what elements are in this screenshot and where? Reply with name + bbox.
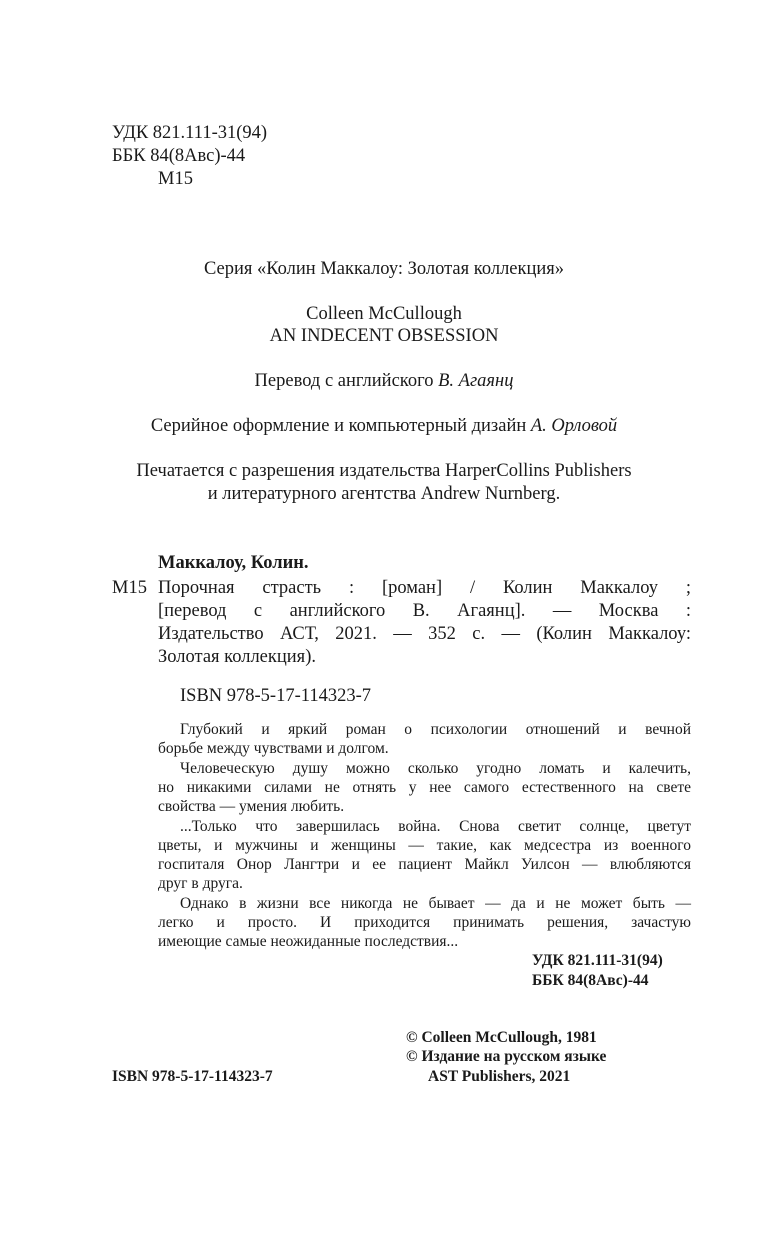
design-credit (0, 415, 768, 438)
annotation-line-11: легко и просто. И приходится принимать решения, зачастую (158, 914, 691, 931)
annotation-bbk: ББК 84(8Авс)-44 (532, 972, 649, 989)
original-author: Colleen McCullough (306, 304, 462, 324)
copyright-edition: © Издание на русском языке (406, 1048, 607, 1065)
udk-code: УДК 821.111-31(94) (112, 123, 268, 143)
permission-line-1: Печатается с разрешения издательства HarperCollins Publishers (136, 461, 632, 481)
annotation-line-12: имеющие самые неожиданные последствия... (158, 933, 459, 950)
annotation-line-2: борьбе между чувствами и долгом. (158, 740, 389, 757)
permission-line-2: и литературного агентства Andrew Nurnberg. (207, 484, 561, 504)
catalog-line-4: Золотая коллекция). (158, 647, 316, 667)
designer-name: А. Орловой (530, 416, 618, 436)
annotation-line-3: Человеческую душу можно сколько угодно ломать и калечить, (180, 760, 691, 777)
copyright-publisher: AST Publishers, 2021 (428, 1068, 571, 1085)
annotation-line-6: ...Только что завершилась война. Снова светит солнце, цветут (180, 818, 691, 835)
annotation-line-8: госпиталя Онор Лангтри и ее пациент Майкл Уилсон — влюбляются (158, 856, 691, 873)
annotation-line-5: свойства — умения любить. (158, 798, 345, 815)
catalog-isbn: ISBN 978-5-17-114323-7 (180, 686, 371, 706)
copyright-author: © Colleen McCullough, 1981 (406, 1029, 597, 1046)
annotation-line-7: цветы, и мужчины и женщины — такие, как медсестра из военного (158, 837, 691, 854)
translation-prefix: Перевод с английского (254, 371, 439, 391)
translator-name: В. Агаянц (438, 371, 514, 391)
series-line: Серия «Колин Маккалоу: Золотая коллекция» (203, 259, 565, 279)
catalog-line-1: Порочная страсть : [роман] / Колин Маккалоу ; (158, 578, 691, 598)
annotation-udk: УДК 821.111-31(94) (532, 952, 663, 969)
annotation-line-10: Однако в жизни все никогда не бывает — да и не может быть — (180, 895, 691, 912)
catalog-line-2: [перевод с английского В. Агаянц]. — Москва : (158, 601, 691, 621)
annotation-line-4: но никакими силами не отнять у нее самого естественного на свете (158, 779, 691, 796)
catalog-line-3: Издательство АСТ, 2021. — 352 с. — (Колин Маккалоу: (158, 624, 691, 644)
annotation-line-1: Глубокий и яркий роман о психологии отношений и вечной (180, 721, 691, 738)
original-title: AN INDECENT OBSESSION (269, 326, 499, 346)
author-mark: М15 (158, 169, 193, 189)
design-prefix: Серийное оформление и компьютерный дизайн (150, 416, 531, 436)
annotation-line-9: друг в друга. (158, 875, 243, 892)
catalog-mark: М15 (112, 578, 147, 598)
footer-isbn: ISBN 978-5-17-114323-7 (112, 1068, 273, 1085)
bbk-code: ББК 84(8Авс)-44 (112, 146, 246, 166)
translation-credit (0, 370, 768, 393)
catalog-heading: Маккалоу, Колин. (158, 553, 309, 573)
